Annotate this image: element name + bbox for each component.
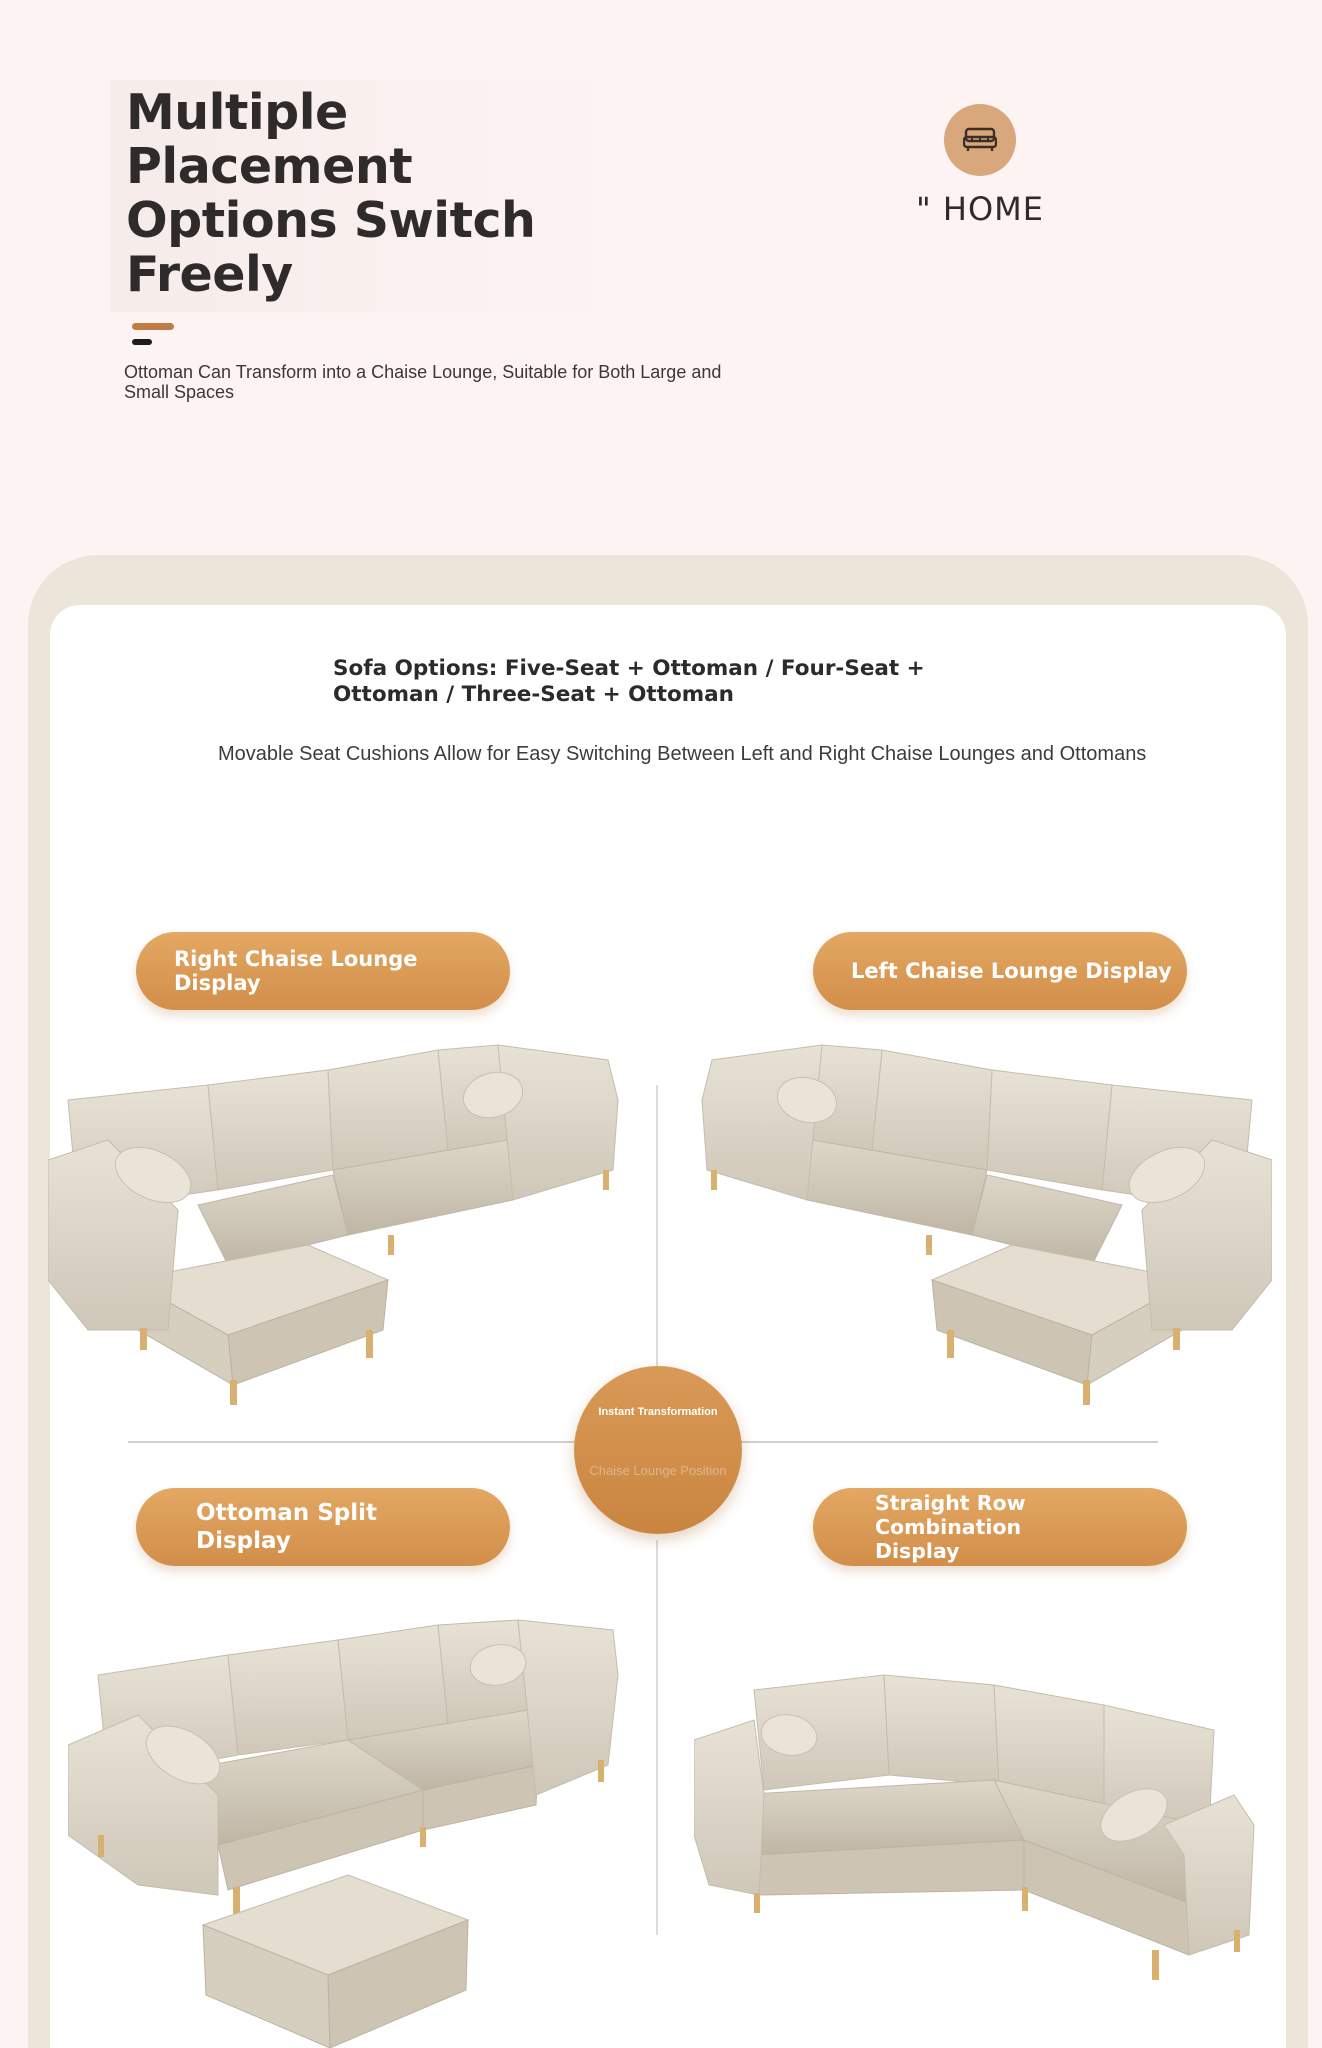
ottoman-split-label [136,1488,510,1566]
sofa-straight-row-image [694,1665,1264,2045]
straight-row-text: Straight Row Combination Display [875,1491,1026,1563]
transformation-badge-title: Instant Transformation [598,1406,718,1418]
left-chaise-label [813,932,1187,1010]
transformation-badge-caption: Chaise Lounge Position [589,1463,727,1478]
right-chaise-text: Right Chaise Lounge Display [174,947,418,995]
brand-text: " HOME [916,190,1044,228]
divider-vertical-top [656,1085,658,1370]
left-chaise-text: Left Chaise Lounge Display [851,959,1172,983]
transformation-badge [574,1366,742,1534]
sofa-icon [944,104,1016,176]
hero-title [110,80,620,312]
right-chaise-label [136,932,510,1010]
sofa-left-chaise-image [692,1030,1272,1420]
hero-subtitle: Ottoman Can Transform into a Chaise Lounge, Suitable for Both Large and Small Spaces [124,362,722,402]
hero-title-line-2: Options Switch [126,192,536,249]
options-subtitle: Movable Seat Cushions Allow for Easy Switching Between Left and Right Chaise Lounges and Ottomans [218,743,1147,765]
divider-vertical-bottom [656,1540,658,1935]
sofa-ottoman-split-image [68,1595,628,2048]
accent-dot [132,339,152,345]
hero-title-line-1: Multiple Placement [126,84,413,195]
straight-row-label [813,1488,1187,1566]
ottoman-split-text: Ottoman Split Display [196,1500,378,1554]
options-title: Sofa Options: Five-Seat + Ottoman / Four-Seat + Ottoman / Three-Seat + Ottoman [333,656,925,707]
sofa-right-chaise-image [48,1030,628,1420]
accent-bar [132,323,174,330]
brand-logo [900,100,1060,228]
hero-title-line-3: Freely [126,246,293,303]
